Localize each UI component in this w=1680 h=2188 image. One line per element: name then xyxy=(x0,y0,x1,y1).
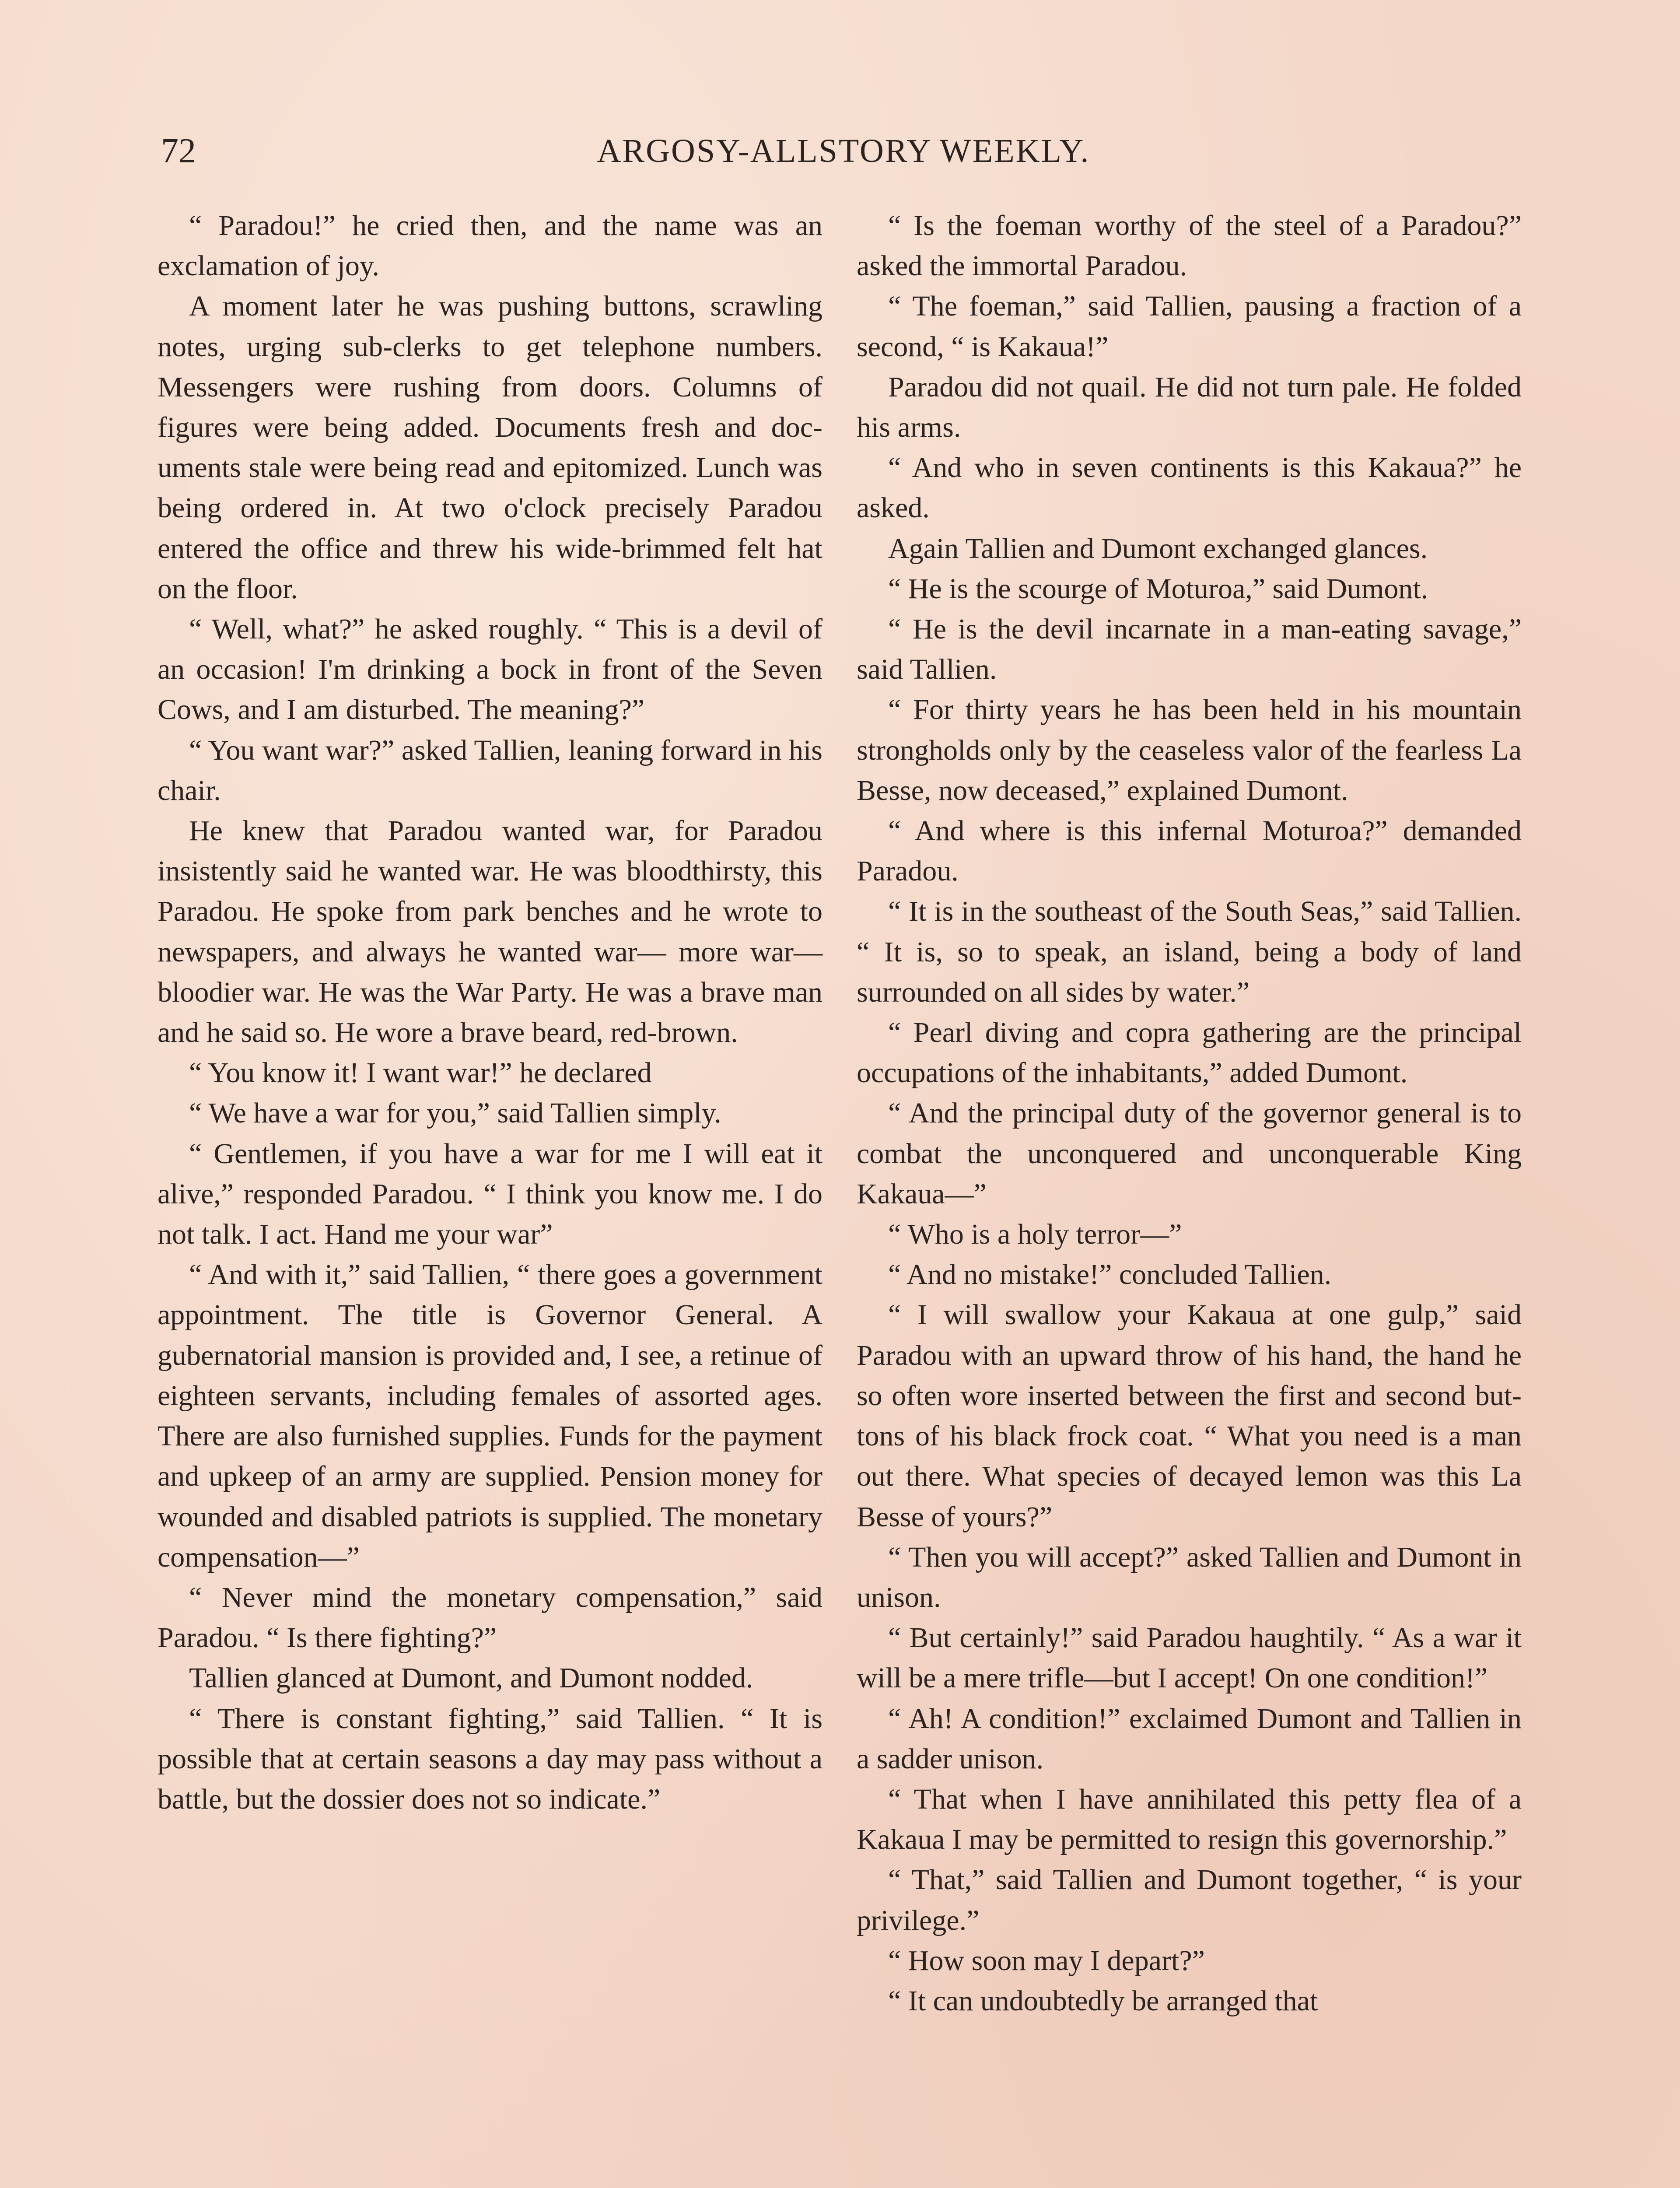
paragraph: A moment later he was pushing buttons, scrawling notes, urging sub-clerks to get telephone numbers. Messengers were rushing from doors. Columns of figures were being added. Documents fresh and documents stale were being read and epitomized. Lunch was being ordered in. At two o'clock precisely Paradou entered the office and threw his wide-brimmed felt hat on the floor. xyxy=(158,290,822,605)
running-head: ARGOSY-ALLSTORY WEEKLY. xyxy=(597,133,1090,169)
page-header xyxy=(161,127,1526,175)
paragraph: “ And no mistake!” concluded Tallien. xyxy=(888,1259,1332,1291)
paragraph: “ Is the foeman worthy of the steel of a Paradou?” asked the immortal Paradou. xyxy=(857,210,1522,282)
paragraph: “ He is the devil incarnate in a man-eating savage,” said Tallien. xyxy=(857,613,1522,686)
paragraph: “ Paradou!” he cried then, and the name was an exclamation of joy. xyxy=(158,210,822,282)
paragraph: “ And the principal duty of the governor general is to combat the unconquered and unconquerable King Kakaua—” xyxy=(857,1097,1522,1210)
paragraph: “ You want war?” asked Tallien, leaning forward in his chair. xyxy=(158,734,822,806)
paragraph: “ The foeman,” said Tallien, pausing a fraction of a second, “ is Kakaua!” xyxy=(857,290,1522,363)
paragraph: Paradou did not quail. He did not turn pale. He folded his arms. xyxy=(857,371,1522,444)
paragraph: “ We have a war for you,” said Tallien simply. xyxy=(189,1097,721,1129)
paragraph: “ Pearl diving and copra gathering are the principal occupations of the inhabitants,” added Dumont. xyxy=(857,1017,1522,1089)
paragraph: Tallien glanced at Dumont, and Dumont nodded. xyxy=(189,1662,753,1694)
paragraph: “ I will swallow your Kakaua at one gulp,” said Paradou with an upward throw of his hand, the hand he so often wore inserted between the first and second buttons of his black frock coat. “ What you need is a man out there. What species of decayed lemon was this La Besse of yours?” xyxy=(857,1299,1522,1533)
paragraph: “ Never mind the monetary compensation,” said Paradou. “ Is there fighting?” xyxy=(158,1581,822,1654)
paragraph: “ And with it,” said Tallien, “ there goes a government appointment. The title is Governor General. A gubernatorial mansion is provided and, I see, a retinue of eighteen servants, including females of assorted ages. There are also furnished supplies. Funds for the payment and upkeep of an army are supplied. Pension money for wounded and disabled patriots is supplied. The monetary compensation—” xyxy=(158,1259,822,1573)
page-number: 72 xyxy=(161,132,196,170)
paragraph: “ Ah! A condition!” exclaimed Dumont and Tallien in a sadder unison. xyxy=(857,1702,1522,1775)
paragraph: “ But certainly!” said Paradou haughtily. “ As a war it will be a mere trifle—but I accept! On one condition!” xyxy=(857,1622,1522,1694)
paragraph: He knew that Paradou wanted war, for Paradou insistently said he wanted war. He was bloodthirsty, this Paradou. He spoke from park benches and he wrote to newspapers, and always he wanted war— more war—bloodier war. He was the War Party. He was a brave man and he said so. He wore a brave beard, red-brown. xyxy=(158,815,822,1049)
right-column xyxy=(857,206,1522,2021)
paragraph: “ And where is this infernal Moturoa?” demanded Paradou. xyxy=(857,815,1522,887)
paragraph: “ How soon may I depart?” xyxy=(888,1944,1205,1977)
paragraph: “ There is constant fighting,” said Tallien. “ It is possible that at certain seasons a day may pass without a battle, but the dossier does not so indicate.” xyxy=(158,1702,822,1815)
paragraph: “ That when I have annihilated this petty flea of a Kakaua I may be permitted to resign this governorship.” xyxy=(857,1783,1522,1856)
paragraph: “ For thirty years he has been held in his mountain strongholds only by the ceaseless valor of the fearless La Besse, now deceased,” explained Dumont. xyxy=(857,694,1522,806)
paragraph: “ It is in the southeast of the South Seas,” said Tallien. “ It is, so to speak, an island, being a body of land surrounded on all sides by water.” xyxy=(857,895,1522,1008)
paragraph: Again Tallien and Dumont exchanged glances. xyxy=(888,532,1428,565)
paragraph: “ And who in seven continents is this Kakaua?” he asked. xyxy=(857,452,1522,524)
paragraph: “ Gentlemen, if you have a war for me I will eat it alive,” responded Paradou. “ I think you know me. I do not talk. I act. Hand me your war” xyxy=(158,1137,822,1251)
paragraph: “ He is the scourge of Moturoa,” said Dumont. xyxy=(888,572,1428,605)
paragraph: “ It can undoubtedly be arranged that xyxy=(888,1985,1318,2017)
paragraph: “ You know it! I want war!” he declared xyxy=(189,1057,652,1089)
paragraph: “ Who is a holy terror—” xyxy=(888,1218,1182,1251)
left-column xyxy=(158,206,822,1820)
paragraph: “ Well, what?” he asked roughly. “ This is a devil of an occasion! I'm drinking a bock in front of the Seven Cows, and I am disturbed. The meaning?” xyxy=(158,613,822,726)
paragraph: “ That,” said Tallien and Dumont together, “ is your privilege.” xyxy=(857,1864,1522,1936)
paragraph: “ Then you will accept?” asked Tallien and Dumont in unison. xyxy=(857,1541,1522,1613)
